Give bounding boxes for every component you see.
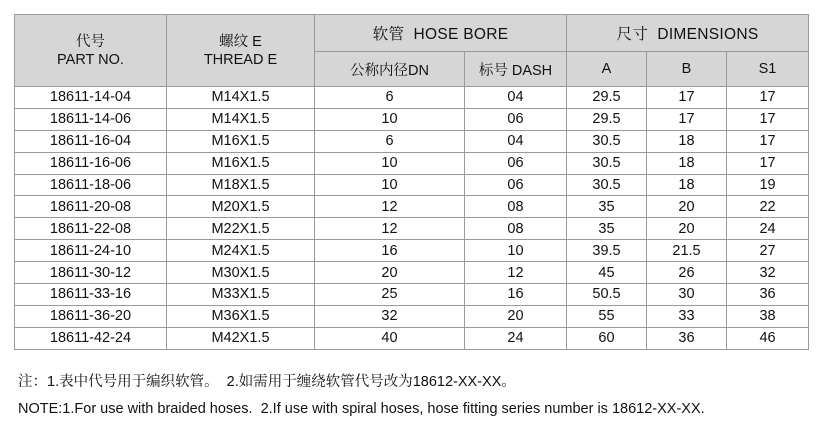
header-thread-en: THREAD E — [203, 51, 278, 68]
dash-cell: 12 — [465, 262, 567, 284]
dn-cell: 10 — [315, 108, 465, 130]
thread-cell: M30X1.5 — [167, 262, 315, 284]
a-cell: 45 — [567, 262, 647, 284]
dn-cell: 20 — [315, 262, 465, 284]
thread-cell: M14X1.5 — [167, 108, 315, 130]
table-row — [15, 284, 809, 306]
a-cell: 30.5 — [567, 130, 647, 152]
thread-cell: M42X1.5 — [167, 327, 315, 349]
s1-cell: 36 — [727, 284, 809, 306]
s1-cell: 24 — [727, 218, 809, 240]
b-cell: 36 — [647, 327, 727, 349]
b-cell: 18 — [647, 174, 727, 196]
table-row — [15, 196, 809, 218]
header-b: B — [647, 52, 727, 87]
a-cell: 29.5 — [567, 108, 647, 130]
a-cell: 60 — [567, 327, 647, 349]
dn-cell: 10 — [315, 174, 465, 196]
thread-cell: M14X1.5 — [167, 87, 315, 109]
b-cell: 17 — [647, 108, 727, 130]
b-cell: 33 — [647, 305, 727, 327]
s1-cell: 17 — [727, 130, 809, 152]
b-cell: 20 — [647, 218, 727, 240]
s1-cell: 19 — [727, 174, 809, 196]
table-row — [15, 87, 809, 109]
s1-cell: 17 — [727, 152, 809, 174]
part-no-cell: 18611-33-16 — [15, 284, 167, 306]
s1-cell: 22 — [727, 196, 809, 218]
dash-cell: 20 — [465, 305, 567, 327]
dn-cell: 16 — [315, 240, 465, 262]
b-cell: 26 — [647, 262, 727, 284]
dash-cell: 08 — [465, 218, 567, 240]
dn-cell: 32 — [315, 305, 465, 327]
dn-cell: 6 — [315, 130, 465, 152]
dn-cell: 12 — [315, 218, 465, 240]
thread-cell: M20X1.5 — [167, 196, 315, 218]
dash-cell: 06 — [465, 108, 567, 130]
table-row — [15, 108, 809, 130]
table-row — [15, 130, 809, 152]
thread-cell: M16X1.5 — [167, 130, 315, 152]
table-header — [15, 15, 809, 87]
b-cell: 18 — [647, 152, 727, 174]
a-cell: 30.5 — [567, 174, 647, 196]
dn-cell: 6 — [315, 87, 465, 109]
thread-cell: M22X1.5 — [167, 218, 315, 240]
header-dn: 公称内径DN — [315, 52, 465, 87]
part-no-cell: 18611-20-08 — [15, 196, 167, 218]
b-cell: 20 — [647, 196, 727, 218]
dn-cell: 10 — [315, 152, 465, 174]
notes — [18, 372, 705, 420]
header-s1: S1 — [727, 52, 809, 87]
table-body — [15, 87, 809, 350]
dash-cell: 16 — [465, 284, 567, 306]
part-no-cell: 18611-16-04 — [15, 130, 167, 152]
a-cell: 55 — [567, 305, 647, 327]
table-row — [15, 218, 809, 240]
header-part-no — [15, 15, 167, 87]
dash-cell: 04 — [465, 130, 567, 152]
thread-cell: M24X1.5 — [167, 240, 315, 262]
dn-cell: 25 — [315, 284, 465, 306]
a-cell: 29.5 — [567, 87, 647, 109]
dash-cell: 04 — [465, 87, 567, 109]
table-row — [15, 305, 809, 327]
s1-cell: 27 — [727, 240, 809, 262]
part-no-cell: 18611-14-06 — [15, 108, 167, 130]
header-thread — [167, 15, 315, 87]
thread-cell: M16X1.5 — [167, 152, 315, 174]
dash-cell: 06 — [465, 152, 567, 174]
dn-cell: 40 — [315, 327, 465, 349]
header-dash: 标号 DASH — [465, 52, 567, 87]
part-no-cell: 18611-18-06 — [15, 174, 167, 196]
s1-cell: 32 — [727, 262, 809, 284]
dash-cell: 08 — [465, 196, 567, 218]
part-no-cell: 18611-36-20 — [15, 305, 167, 327]
thread-cell: M33X1.5 — [167, 284, 315, 306]
s1-cell: 46 — [727, 327, 809, 349]
a-cell: 50.5 — [567, 284, 647, 306]
note-cn: 注：1.表中代号用于编织软管。 2.如需用于缠绕软管代号改为18612-XX-XX。 — [18, 374, 516, 390]
table-row — [15, 152, 809, 174]
part-no-cell: 18611-22-08 — [15, 218, 167, 240]
note-en: NOTE:1.For use with braided hoses. 2.If use with spiral hoses, hose fitting series number is 18612-XX-XX. — [18, 401, 705, 417]
a-cell: 35 — [567, 218, 647, 240]
thread-cell: M18X1.5 — [167, 174, 315, 196]
b-cell: 21.5 — [647, 240, 727, 262]
part-no-cell: 18611-14-04 — [15, 87, 167, 109]
table-row — [15, 262, 809, 284]
table-row — [15, 174, 809, 196]
b-cell: 17 — [647, 87, 727, 109]
dash-cell: 10 — [465, 240, 567, 262]
s1-cell: 17 — [727, 108, 809, 130]
s1-cell: 17 — [727, 87, 809, 109]
dn-cell: 12 — [315, 196, 465, 218]
header-part-no-en: PART NO. — [57, 51, 124, 68]
part-no-cell: 18611-30-12 — [15, 262, 167, 284]
spec-table — [14, 14, 809, 350]
header-dimensions: 尺寸 DIMENSIONS — [567, 15, 809, 52]
thread-cell: M36X1.5 — [167, 305, 315, 327]
dash-cell: 06 — [465, 174, 567, 196]
header-thread-cn: 螺纹 E — [219, 33, 262, 50]
table-row — [15, 240, 809, 262]
header-hose-bore: 软管 HOSE BORE — [315, 15, 567, 52]
header-part-no-cn: 代号 — [76, 33, 105, 50]
table-row — [15, 327, 809, 349]
a-cell: 30.5 — [567, 152, 647, 174]
header-a: A — [567, 52, 647, 87]
a-cell: 39.5 — [567, 240, 647, 262]
part-no-cell: 18611-42-24 — [15, 327, 167, 349]
part-no-cell: 18611-16-06 — [15, 152, 167, 174]
b-cell: 18 — [647, 130, 727, 152]
part-no-cell: 18611-24-10 — [15, 240, 167, 262]
a-cell: 35 — [567, 196, 647, 218]
dash-cell: 24 — [465, 327, 567, 349]
s1-cell: 38 — [727, 305, 809, 327]
b-cell: 30 — [647, 284, 727, 306]
